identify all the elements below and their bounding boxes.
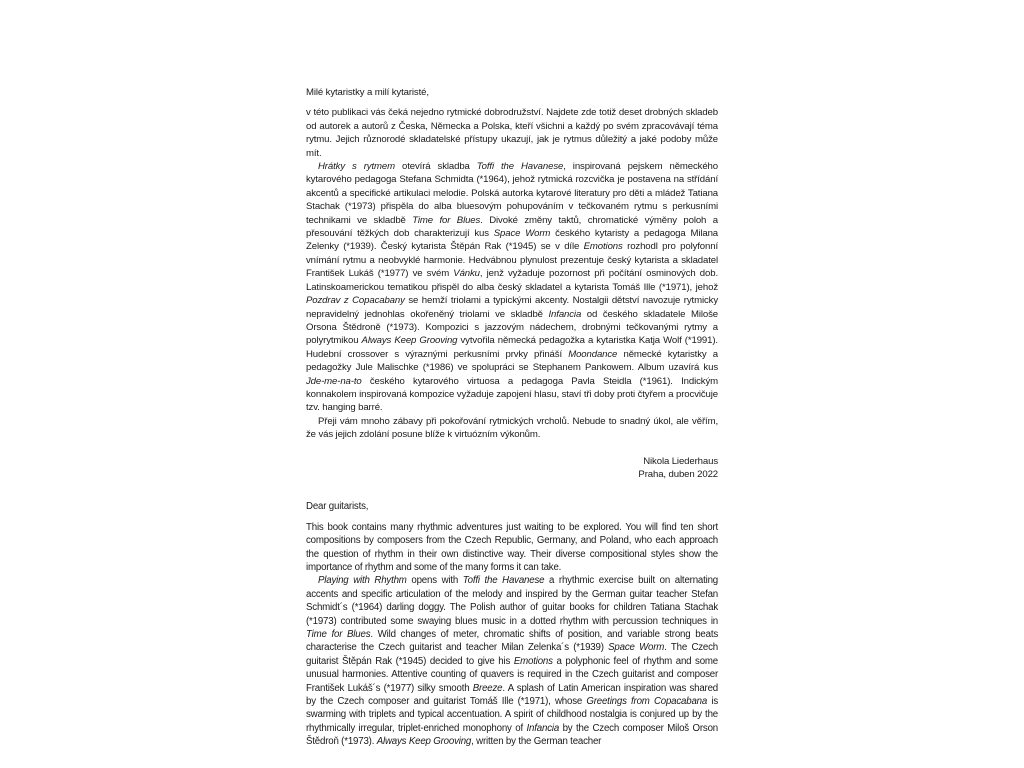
- english-salutation: Dear guitarists,: [306, 501, 369, 513]
- english-title-emphasis: Playing with Rhythm: [318, 575, 407, 587]
- signature-name: Nikola Liederhaus: [643, 455, 718, 467]
- english-section: [306, 500, 718, 748]
- english-paragraph-overview: Playing with Rhythm opens with Toffi the Havanese a rhythmic exercise built on alternating accents and specific articulation of the melody and inspired by the German guitar teacher Stefan Schmidt´s (*1964) darling doggy. The Polish author of guitar books for children Tatiana Stachak (*1973) contributed some swaying blues music in a dotted rhythm with percussion techniques in Time for Blues. Wild changes of meter, chromatic shifts of position, and variable strong beats characterise the Czech guitarist and teacher Milan Zelenka´s (*1939) Space Worm. The Czech guitarist Štěpán Rak (*1945) decided to give his Emotions a polyphonic feel of rhythm and some unusual harmonies. Attentive counting of quavers is required in the Czech guitarist and composer František Lukáš´s (*1977) silky smooth Breeze. A splash of Latin American inspiration was shared by the Czech composer and guitarist Tomáš Ille (*1971), whose Greetings from Copacabana is swarming with triplets and typical accentuation. A spirit of childhood nostalgia is conjured up by the rhythmically irregular, triplet-enriched monophony of Infancia by the Czech composer Miloš Orson Štědroň (*1973). Always Keep Grooving, written by the German teacher: [306, 575, 719, 748]
- czech-salutation: Milé kytaristky a milí kytaristé,: [306, 87, 429, 98]
- czech-title-emphasis: Hrátky s rytmem: [318, 161, 395, 173]
- czech-paragraph-intro: v této publikaci vás čeká nejedno rytmické dobrodružství. Najdete zde totiž deset drobných skladeb od autorek a autorů z Česka, Německa a Polska, kteří všichni a každý po svém zpracovávají téma rytmu. Jejich různorodé skladatelské přístupy ukazují, jak je rytmus důležitý a jaké podoby může mít.: [306, 107, 718, 159]
- english-paragraph-intro: This book contains many rhythmic adventures just waiting to be explored. You will find ten short compositions by composers from the Czech Republic, Germany, and Poland, who each approach the question of rhythm in their own distinctive way. Their diverse compositional styles show the importance of rhythm and some of the many forms it can take.: [306, 521, 718, 573]
- text-column: [306, 86, 718, 749]
- czech-paragraph-closing: Přeji vám mnoho zábavy při pokořování rytmických vrcholů. Nebude to snadný úkol, ale věřím, že vás jejich zdolání posune blíže k virtuózním výkonům.: [306, 415, 718, 441]
- signature-place-date: Praha, duben 2022: [638, 468, 718, 480]
- czech-paragraph-overview: Hrátky s rytmem otevírá skladba Toffi the Havanese, inspirovaná pejskem německého kytarového pedagoga Stefana Schmidta (*1964), jehož rytmická rozcvička je postavena na střídání akcentů a specifické artikulaci melodie. Polská autorka kytarové literatury pro děti a mládež Tatiana Stachak (*1973) přispěla do alba bluesovým pohupováním v tečkovaném rytmu s perkusními technikami ve skladbě Time for Blues. Divoké změny taktů, chromatické výměny poloh a přesouvání těžkých dob charakterizují kus Space Worm českého kytaristy a pedagoga Milana Zelenky (*1939). Český kytarista Štěpán Rak (*1945) se v díle Emotions rozhodl pro polyfonní vnímání rytmu a neobvyklé harmonie. Hedvábnou plynulost prezentuje český kytarista a skladatel František Lukáš (*1977) ve svém Vánku, jenž vyžaduje pozornost při počítání osminových dob. Latinskoamerickou tematikou přispěl do alba český skladatel a kytarista Tomáš Ille (*1971), jehož Pozdrav z Copacabany se hemží triolami a typickými akcenty. Nostalgii dětství navozuje rytmicky nepravidelný jednohlas okořeněný triolami ve skladbě Infancia od českého skladatele Miloše Orsona Štědroně (*1973). Kompozici s jazzovým nádechem, drobnými tečkovanými rytmy a polyrytmikou Always Keep Grooving vytvořila německá pedagožka a kytaristka Katja Wolf (*1991). Hudební crossover s výraznými perkusními prvky přináší Moondance německé kytaristky a pedagožky Jule Malischke (*1986) ve spolupráci se Stephanem Pankowem. Album uzavírá kus Jde-me-na-to českého kytarového virtuosa a pedagoga Pavla Steidla (*1961). Indickým konnakolem inspirovaná kompozice vyžaduje zapojení hlasu, staví tři doby proti čtyřem a procvičuje tzv. hanging barré.: [306, 161, 719, 414]
